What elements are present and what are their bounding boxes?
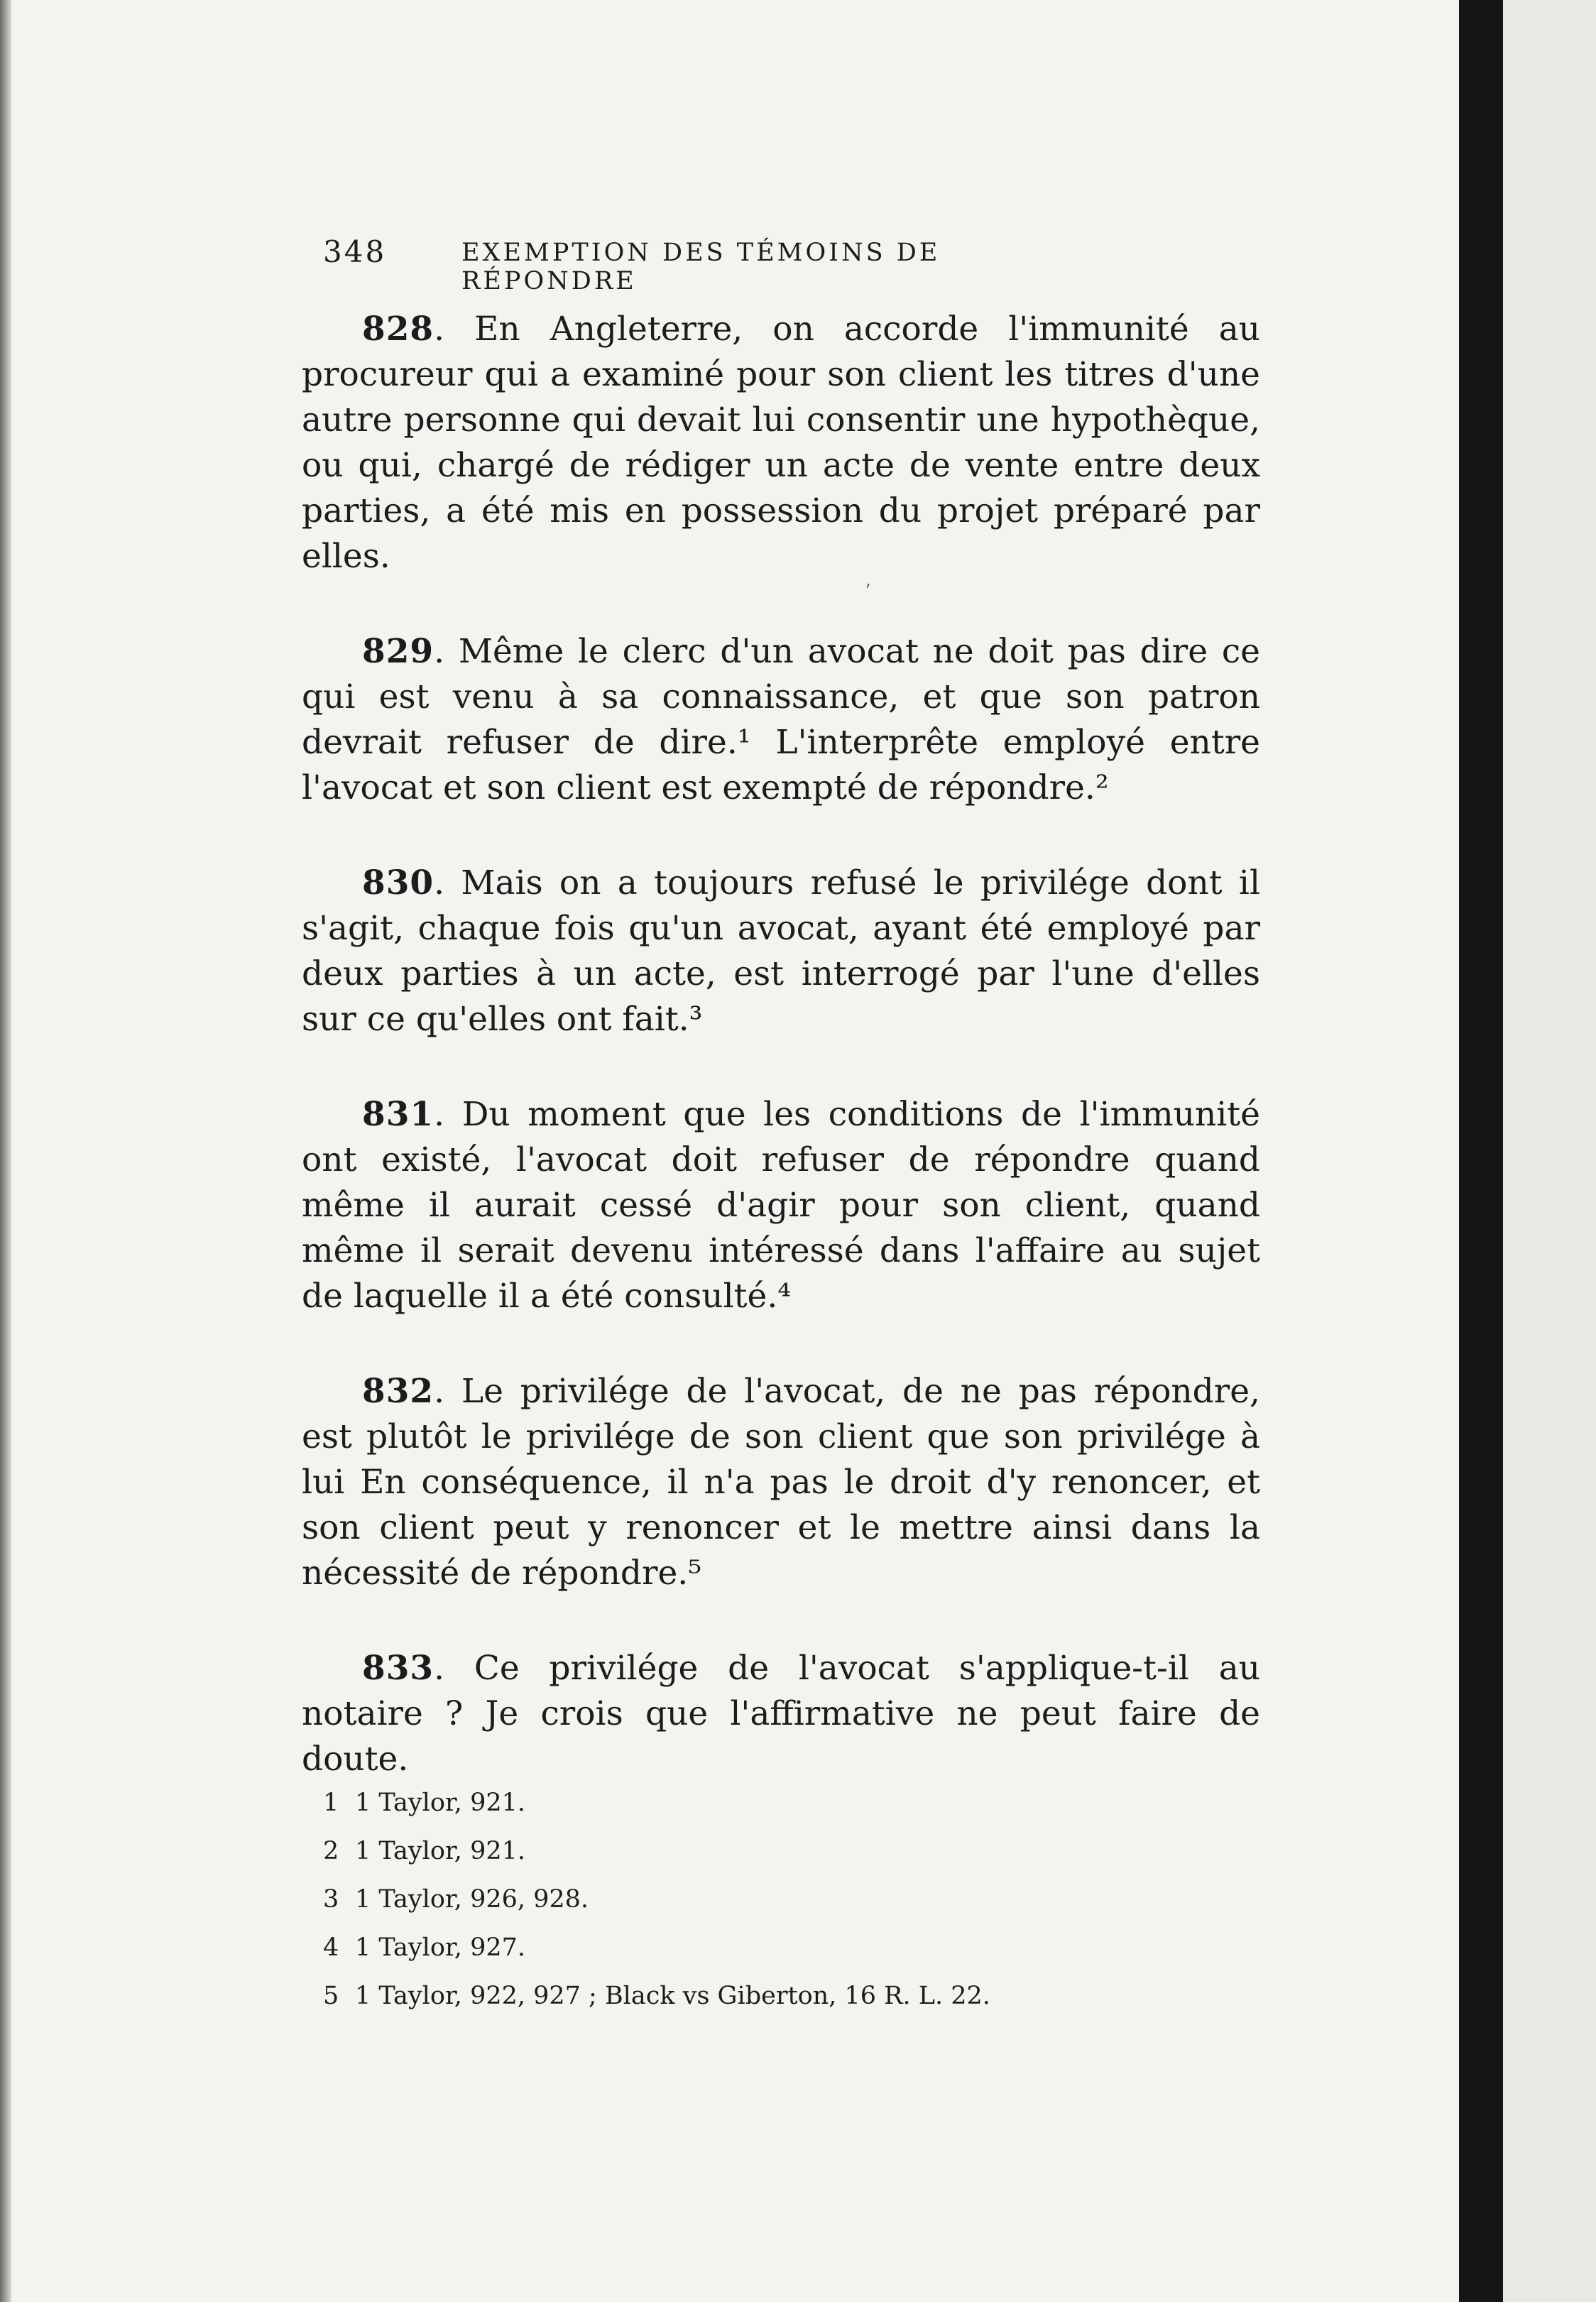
footnote-mark: 2: [323, 1837, 339, 1865]
paragraph-828: 828. En Angleterre, on accorde l'immunité au procureur qui a examiné pour son client les titres d'une autre personne qui devait lui consentir une hypothèque, ou qui, chargé de rédiger un acte de vente entre deux parties, a été mis en possession du projet préparé par elles.: [302, 310, 1260, 576]
footnote-3: [323, 1875, 1246, 1924]
footnote-4: [323, 1924, 1246, 1972]
paragraph-831: 831. Du moment que les conditions de l'immunité ont existé, l'avocat doit refuser de répondre quand même il aurait cessé d'agir pour son client, quand même il serait devenu intéressé dans l'affaire au sujet de laquelle il a été consulté.⁴: [302, 1095, 1260, 1316]
paragraph-number: 829: [362, 632, 434, 671]
paragraph-text: Ce privilége de l'avocat s'applique-t-il au notaire ? Je crois que l'affirmative ne peut faire de doute.: [302, 1649, 1260, 1779]
footnote-mark: 1: [323, 1789, 339, 1817]
paragraph-830: 830. Mais on a toujours refusé le privilége dont il s'agit, chaque fois qu'un avocat, ayant été employé par deux parties à un acte, est interrogé par l'une d'elles sur ce qu'elles ont fait.³: [302, 863, 1260, 1039]
running-title: EXEMPTION DES TÉMOINS DE RÉPONDRE: [461, 239, 941, 295]
paragraph-text: Même le clerc d'un avocat ne doit pas dire ce qui est venu à sa connaissance, et que son patron devrait refuser de dire.¹ L'interprête employé entre l'avocat et son client est exempté de répondre.²: [302, 632, 1260, 807]
body-text: [302, 307, 1260, 1832]
stray-ink-mark: ʼ: [865, 581, 870, 601]
page-number: 348: [323, 234, 387, 269]
footnote-text: 1 Taylor, 926, 928.: [355, 1885, 589, 1914]
paragraph-number: 830: [362, 863, 434, 902]
scan-border: [1459, 0, 1503, 2302]
paragraph-text: Le privilége de l'avocat, de ne pas répondre, est plutôt le privilége de son client que son privilége à lui En conséquence, il n'a pas le droit d'y renoncer, et son client peut y renoncer et le mettre ainsi dans la nécessité de répondre.⁵: [302, 1372, 1260, 1593]
footnote-text: 1 Taylor, 921.: [355, 1837, 525, 1865]
footnote-2: [323, 1827, 1246, 1875]
paragraph-number: 831: [362, 1095, 434, 1134]
paragraph-833: 833. Ce privilége de l'avocat s'applique-t-il au notaire ? Je crois que l'affirmative ne peut faire de doute.: [302, 1649, 1260, 1779]
paragraph-text: En Angleterre, on accorde l'immunité au procureur qui a examiné pour son client les titres d'une autre personne qui devait lui consentir une hypothèque, ou qui, chargé de rédiger un acte de vente entre deux parties, a été mis en possession du projet préparé par elles.: [302, 310, 1260, 576]
footnote-text: 1 Taylor, 921.: [355, 1789, 525, 1817]
page-header: [323, 234, 1104, 295]
footnotes: [323, 1779, 1246, 2020]
scan-margin: [1503, 0, 1596, 2302]
page-left-edge: [0, 0, 11, 2302]
paragraph-829: 829. Même le clerc d'un avocat ne doit pas dire ce qui est venu à sa connaissance, et que son patron devrait refuser de dire.¹ L'interprête employé entre l'avocat et son client est exempté de répondre.²: [302, 632, 1260, 807]
paragraph-832: 832. Le privilége de l'avocat, de ne pas répondre, est plutôt le privilége de son client que son privilége à lui En conséquence, il n'a pas le droit d'y renoncer, et son client peut y renoncer et le mettre ainsi dans la nécessité de répondre.⁵: [302, 1372, 1260, 1593]
footnote-text: 1 Taylor, 922, 927 ; Black vs Giberton, 16 R. L. 22.: [355, 1982, 990, 2010]
paragraph-text: Du moment que les conditions de l'immunité ont existé, l'avocat doit refuser de répondre quand même il aurait cessé d'agir pour son client, quand même il serait devenu intéressé dans l'affaire au sujet de laquelle il a été consulté.⁴: [302, 1095, 1260, 1316]
footnote-mark: 3: [323, 1885, 339, 1914]
footnote-1: [323, 1779, 1246, 1827]
paragraph-number: 833: [362, 1649, 434, 1688]
paragraph-text: Mais on a toujours refusé le privilége dont il s'agit, chaque fois qu'un avocat, ayant été employé par deux parties à un acte, est interrogé par l'une d'elles sur ce qu'elles ont fait.³: [302, 863, 1260, 1039]
paragraph-number: 832: [362, 1372, 434, 1411]
paragraph-number: 828: [362, 310, 434, 349]
footnote-text: 1 Taylor, 927.: [355, 1933, 525, 1962]
footnote-mark: 4: [323, 1933, 339, 1962]
footnote-5: [323, 1972, 1246, 2020]
footnote-mark: 5: [323, 1982, 339, 2010]
